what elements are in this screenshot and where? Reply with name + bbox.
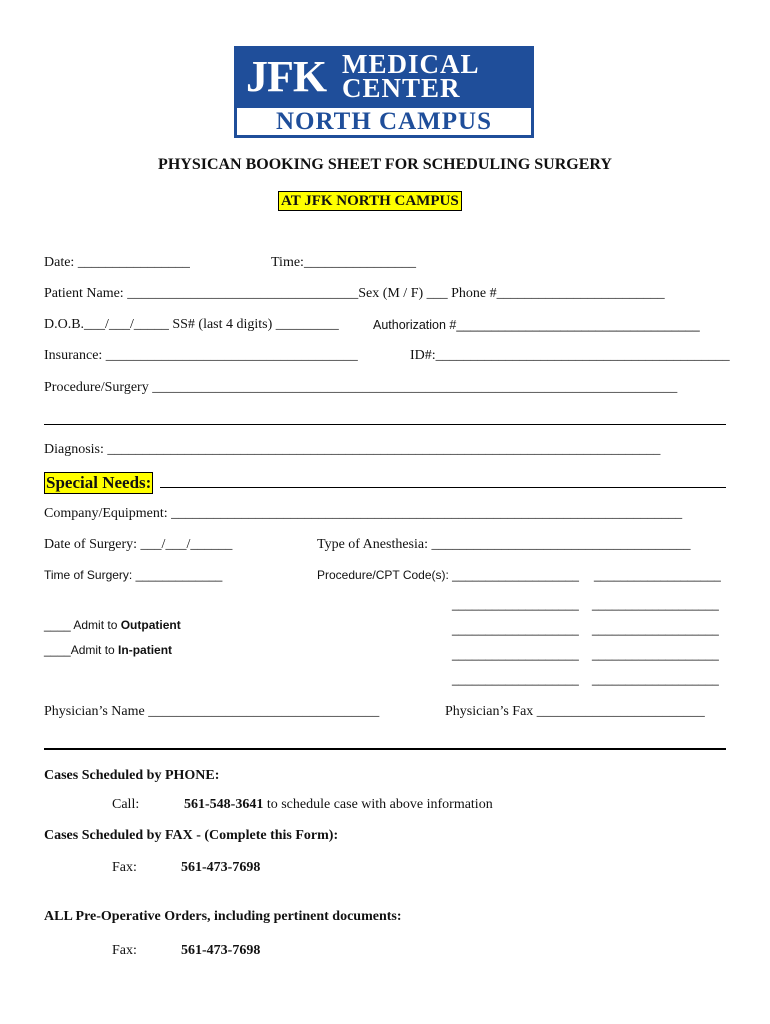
fax-number: 561-473-7698 bbox=[181, 860, 261, 875]
admit-outpatient-label: Outpatient bbox=[120, 618, 181, 632]
cpt-code-blank[interactable]: ___________________ bbox=[592, 597, 719, 611]
call-instructions: to schedule case with above information bbox=[263, 797, 493, 812]
cpt-code-blank[interactable]: ___________________ bbox=[592, 672, 719, 686]
cpt-code-blank[interactable]: ___________________ bbox=[592, 622, 719, 636]
procedure-continuation-line[interactable] bbox=[44, 424, 726, 425]
call-label: Call: bbox=[112, 797, 140, 812]
preop-orders-heading: ALL Pre-Operative Orders, including pertinent documents: bbox=[44, 909, 402, 924]
cpt-code-blank[interactable]: ___________________ bbox=[452, 597, 579, 611]
cpt-code-blank[interactable]: ___________________ bbox=[452, 672, 579, 686]
special-needs-line[interactable] bbox=[160, 487, 726, 488]
preop-fax-number: 561-473-7698 bbox=[181, 943, 261, 958]
admit-inpatient-label: In-patient bbox=[118, 643, 173, 657]
logo-center-text: CENTER bbox=[342, 73, 461, 103]
page-title: PHYSICAN BOOKING SHEET FOR SCHEDULING SURGERY bbox=[158, 156, 612, 173]
insurance-id-field[interactable]: ID#:__________________________________________ bbox=[410, 348, 730, 363]
dob-ssn-field[interactable]: D.O.B.___/___/_____ SS# (last 4 digits) _________ bbox=[44, 317, 339, 332]
fax-label: Fax: bbox=[112, 860, 137, 875]
authorization-field[interactable]: Authorization #___________________________________ bbox=[373, 318, 700, 332]
date-of-surgery-field[interactable]: Date of Surgery: ___/___/______ bbox=[44, 537, 233, 552]
cpt-code-blank[interactable]: ___________________ bbox=[594, 568, 721, 582]
call-line bbox=[184, 797, 493, 813]
admit-outpatient-option[interactable] bbox=[44, 618, 181, 632]
admit-inpatient-option[interactable] bbox=[44, 643, 172, 657]
page-subtitle: AT JFK NORTH CAMPUS bbox=[278, 191, 462, 211]
cpt-code-blank[interactable]: ___________________ bbox=[592, 647, 719, 661]
logo-north-campus-text: NORTH CAMPUS bbox=[276, 108, 492, 135]
admit-outpatient-prefix: ____ Admit to bbox=[44, 618, 121, 632]
admit-inpatient-prefix: ____Admit to bbox=[44, 643, 119, 657]
phone-scheduling-heading: Cases Scheduled by PHONE: bbox=[44, 768, 220, 783]
preop-fax-label: Fax: bbox=[112, 943, 137, 958]
logo-jfk-text: JFK bbox=[246, 52, 327, 101]
diagnosis-field[interactable]: Diagnosis: _______________________________________________________________________________ bbox=[44, 442, 661, 457]
logo-campus-strip bbox=[237, 108, 531, 135]
section-divider bbox=[44, 748, 726, 750]
special-needs-label: Special Needs: bbox=[46, 473, 152, 492]
cpt-code-blank[interactable]: ___________________ bbox=[452, 647, 579, 661]
cpt-codes-field[interactable]: Procedure/CPT Code(s): ___________________ bbox=[317, 568, 579, 582]
company-equipment-field[interactable]: Company/Equipment: _________________________________________________________________________ bbox=[44, 506, 683, 521]
fax-scheduling-heading: Cases Scheduled by FAX - (Complete this Form): bbox=[44, 828, 339, 843]
insurance-field[interactable]: Insurance: ____________________________________ bbox=[44, 348, 358, 363]
jfk-logo bbox=[234, 46, 534, 138]
cpt-code-blank[interactable]: ___________________ bbox=[452, 622, 579, 636]
physician-name-field[interactable]: Physician’s Name _________________________________ bbox=[44, 704, 380, 719]
time-field[interactable]: Time:________________ bbox=[271, 255, 416, 270]
physician-fax-field[interactable]: Physician’s Fax ________________________ bbox=[445, 704, 705, 719]
patient-name-sex-phone-field[interactable]: Patient Name: _________________________________Sex (M / F) ___ Phone #________________________ bbox=[44, 286, 665, 301]
logo-medical-text: MEDICAL bbox=[342, 49, 480, 79]
time-of-surgery-field[interactable]: Time of Surgery: _____________ bbox=[44, 568, 223, 582]
procedure-surgery-field[interactable]: Procedure/Surgery ___________________________________________________________________________ bbox=[44, 380, 678, 395]
type-of-anesthesia-field[interactable]: Type of Anesthesia: _____________________________________ bbox=[317, 537, 691, 552]
date-field[interactable]: Date: ________________ bbox=[44, 255, 190, 270]
call-phone-number: 561-548-3641 bbox=[184, 797, 264, 812]
